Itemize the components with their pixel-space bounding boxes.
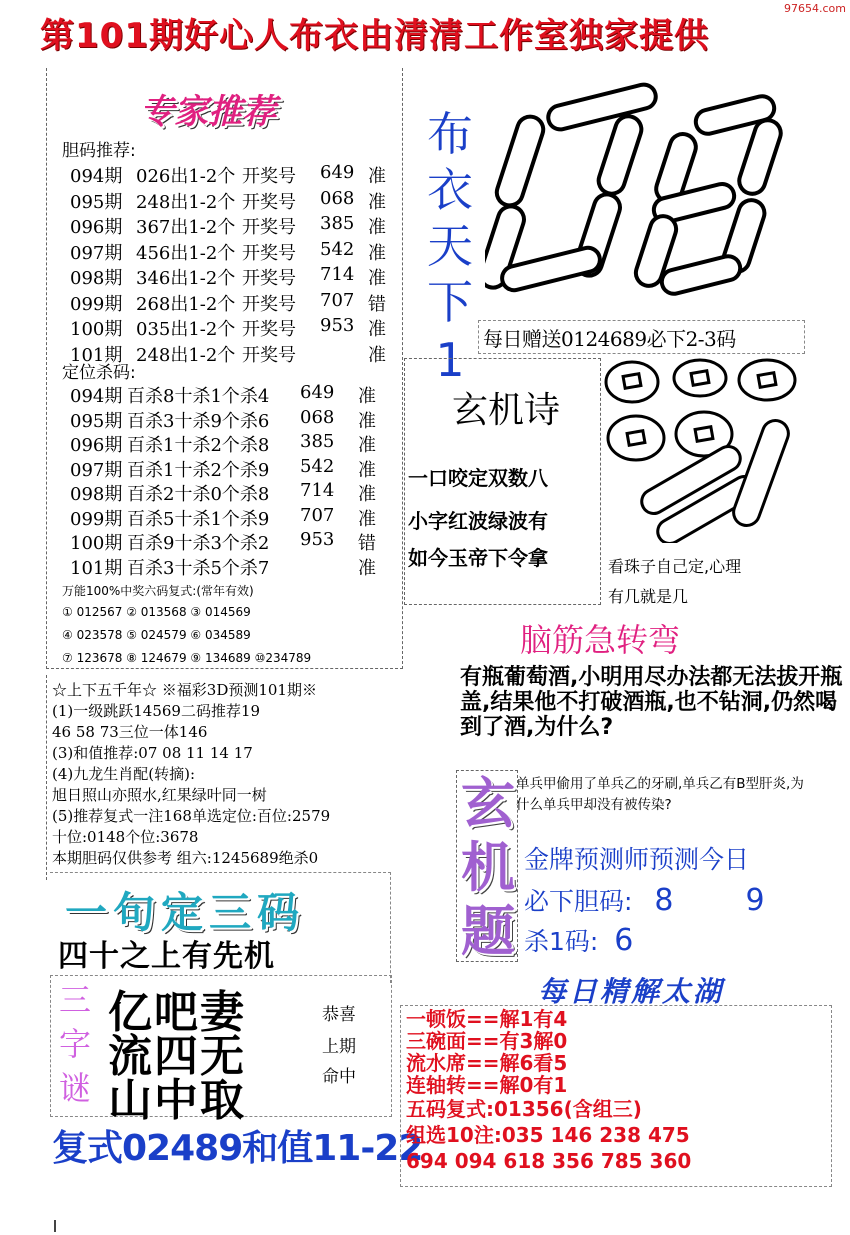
kill-res: 准: [358, 557, 376, 579]
xuanji-ti-char: 题: [461, 900, 515, 963]
dan-label: 开奖号: [242, 293, 296, 315]
dan-label: 开奖号: [242, 242, 296, 264]
kill-pick: 百杀3十杀5个杀7: [127, 557, 270, 579]
dan-period: 094期: [70, 166, 123, 187]
wanneng-row: ① 012567 ② 013568 ③ 014569: [62, 605, 251, 619]
kill-res: 准: [358, 435, 376, 456]
taihu-line: 连轴转==解0有1: [406, 1073, 568, 1097]
predict-block: [52, 680, 330, 869]
kill-res: 准: [358, 459, 376, 481]
kill-num: 385: [300, 431, 335, 452]
kill-res: 准: [358, 410, 376, 432]
dan-res: 准: [368, 242, 386, 264]
gold-kill-value: 6: [614, 923, 634, 958]
fushi-banner: 复式02489和值11-22: [52, 1128, 423, 1169]
taihu-lines: [406, 1008, 691, 1172]
dan-label: 开奖号: [242, 268, 296, 289]
dan-period: 096期: [70, 217, 123, 238]
dan-pick: 268出1-2个: [136, 293, 236, 315]
kill-period: 099期: [70, 508, 123, 530]
page-title: 第101期好心人布衣由清清工作室独家提供: [40, 16, 709, 56]
dan-label: 开奖号: [242, 191, 296, 213]
dan-res: 准: [368, 319, 386, 340]
buyi-char: 1: [435, 333, 465, 387]
gold-dan-2: 9: [745, 883, 765, 918]
buyi-char: 下: [427, 275, 473, 329]
taihu-line: 组选10注:035 146 238 475: [406, 1123, 690, 1147]
dan-pick: 346出1-2个: [136, 268, 236, 289]
coins-caption-line: 有几就是几: [608, 587, 689, 606]
kill-res: 准: [358, 508, 376, 530]
dan-res: 准: [368, 217, 386, 238]
poem-line: 如今玉帝下令拿: [408, 546, 548, 570]
kill-num: 707: [300, 504, 335, 526]
dan-pick: 026出1-2个: [136, 166, 236, 187]
dan-pick: 367出1-2个: [136, 217, 236, 238]
taihu-line: 一顿饭==解1有4: [406, 1007, 568, 1031]
kill-num: 953: [300, 529, 335, 550]
dan-label: 胆码推荐:: [62, 141, 136, 161]
dan-period: 098期: [70, 268, 123, 289]
xuanji-ti-question: 单兵甲偷用了单兵乙的牙刷,单兵乙有B型肝炎,为什么单兵甲却没有被传染?: [516, 776, 804, 813]
taihu-line: 流水席==解6看5: [406, 1051, 568, 1075]
xuanji-ti-vertical: [458, 772, 518, 964]
buyi-vertical: [424, 106, 476, 388]
xuanji-ti-char: 玄: [461, 772, 515, 835]
xuanji-ti-char: 机: [461, 836, 515, 899]
predict-line: ☆上下五千年☆ ※福彩3D预测101期※: [52, 681, 317, 699]
dan-period: 100期: [70, 319, 123, 340]
dan-num: 649: [320, 162, 355, 183]
dan-pick: 035出1-2个: [136, 319, 236, 340]
predict-line: (3)和值推荐:07 08 11 14 17: [52, 744, 253, 762]
gold-dan-1: 8: [654, 883, 674, 918]
daily-gift-box: [478, 320, 805, 354]
dan-res: 准: [368, 344, 386, 366]
kill-period: 096期: [70, 435, 123, 456]
daily-gift-text: 每日赠送0124689必下2-3码: [483, 327, 736, 351]
sanzi-label-char: 字: [58, 1025, 91, 1063]
kill-pick: 百杀3十杀9个杀6: [127, 410, 270, 432]
wanneng-row: ④ 023578 ⑤ 024579 ⑥ 034589: [62, 628, 251, 642]
gold-dan-label: 必下胆码:: [524, 887, 633, 916]
zero-eight-digit-outline-icon: [485, 75, 785, 315]
kill-period: 094期: [70, 386, 123, 407]
congrats-line: 上期: [322, 1037, 356, 1057]
congrats-line: 命中: [322, 1067, 356, 1087]
yiju-phrase: 四十之上有先机: [58, 939, 275, 974]
yiju-title: 一句定三码: [65, 888, 306, 937]
kill-period: 100期: [70, 533, 123, 554]
kill-res: 准: [358, 386, 376, 407]
predict-line: (4)九龙生肖配(转摘):: [52, 765, 196, 783]
sanzi-label: [52, 978, 98, 1110]
kill-pick: 百杀8十杀1个杀4: [127, 386, 270, 407]
dan-num: 707: [320, 289, 355, 311]
kill-pick: 百杀5十杀1个杀9: [127, 508, 270, 530]
kill-num: 068: [300, 406, 335, 428]
wanneng-label: 万能100%中奖六码复式:(常年有效): [62, 584, 254, 598]
dan-pick: 456出1-2个: [136, 242, 236, 264]
dan-period: 095期: [70, 191, 123, 213]
dan-res: 准: [368, 166, 386, 187]
dan-label: 开奖号: [242, 344, 296, 366]
dan-period: 101期: [70, 344, 123, 366]
kill-period: 098期: [70, 484, 123, 505]
wanneng-row: ⑦ 123678 ⑧ 124679 ⑨ 134689 ⑩234789: [62, 651, 312, 665]
taihu-line: 694 094 618 356 785 360: [406, 1149, 692, 1173]
brain-teaser-text: 有瓶葡萄酒,小明用尽办法都无法拔开瓶盖,结果他不打破酒瓶,也不钻洞,仍然喝到了酒,为什么?: [460, 665, 843, 740]
coins-caption-line: 看珠子自己定,心理: [608, 557, 742, 576]
dan-res: 准: [368, 268, 386, 289]
dan-label: 开奖号: [242, 166, 296, 187]
expert-heading: 专家推荐: [140, 92, 276, 132]
buyi-char: 衣: [427, 163, 473, 217]
buyi-char: 天: [427, 219, 473, 273]
kill-num: 714: [300, 480, 335, 501]
taihu-line: 三碗面==有3解0: [406, 1029, 568, 1053]
kill-pick: 百杀9十杀3个杀2: [127, 533, 270, 554]
left-frame-bottom: [46, 675, 47, 880]
predict-line: (5)推荐复式一注168单选定位:百位:2579: [52, 807, 331, 825]
kill-pick: 百杀1十杀2个杀8: [127, 435, 270, 456]
kill-pick: 百杀1十杀2个杀9: [127, 459, 270, 481]
bottom-tick: [54, 1220, 56, 1232]
dan-num: 068: [320, 187, 355, 209]
kill-pick: 百杀2十杀0个杀8: [127, 484, 270, 505]
kill-num: 649: [300, 382, 335, 403]
kill-res: 错: [358, 533, 376, 554]
sanzi-label-char: 谜: [58, 1069, 91, 1107]
sanzi-line: 亿吧妻: [108, 987, 246, 1038]
kill-period: 101期: [70, 557, 123, 579]
ancient-coin-icons: [602, 358, 802, 543]
poem-line: 一口咬定双数八: [408, 466, 548, 490]
gold-kill-row: [524, 922, 633, 958]
site-watermark: 97654.com: [784, 2, 846, 15]
gold-title: 金牌预测师预测今日: [524, 845, 750, 874]
brain-teaser-title: 脑筋急转弯: [520, 621, 681, 659]
predict-line: (1)一级跳跃14569二码推荐19: [52, 702, 261, 720]
dan-label: 开奖号: [242, 319, 296, 340]
sanzi-label-char: 三: [58, 981, 91, 1019]
predict-line: 十位:0148个位:3678: [52, 828, 199, 846]
dan-pick: 248出1-2个: [136, 191, 236, 213]
coins-caption: [608, 552, 741, 612]
gold-kill-label: 杀1码:: [524, 927, 599, 956]
kill-label: 定位杀码:: [62, 363, 136, 383]
dan-period: 097期: [70, 242, 123, 264]
predict-line: 本期胆码仅供参考 组六:1245689绝杀0: [52, 849, 319, 867]
dan-num: 542: [320, 238, 355, 260]
kill-num: 542: [300, 455, 335, 477]
predict-line: 旭日照山亦照水,红果绿叶同一树: [52, 786, 267, 804]
sanzi-line: 山中取: [108, 1075, 246, 1126]
dan-period: 099期: [70, 293, 123, 315]
dan-pick: 248出1-2个: [136, 344, 236, 366]
congrats-line: 恭喜: [322, 1005, 356, 1025]
xuanji-poem-title: 玄机诗: [452, 390, 561, 431]
kill-period: 097期: [70, 459, 123, 481]
dan-res: 错: [368, 293, 386, 315]
dan-num: 953: [320, 315, 355, 336]
gold-dan-row: [524, 882, 765, 918]
dan-num: 385: [320, 213, 355, 234]
dan-res: 准: [368, 191, 386, 213]
dan-label: 开奖号: [242, 217, 296, 238]
kill-period: 095期: [70, 410, 123, 432]
sanzi-line: 流四无: [108, 1031, 246, 1082]
dan-num: 714: [320, 264, 355, 285]
predict-line: 46 58 73三位一体146: [52, 723, 208, 741]
buyi-char: 布: [427, 107, 473, 161]
taihu-title: 每日精解太湖: [538, 975, 725, 1008]
taihu-line: 五码复式:01356(含组三): [406, 1097, 642, 1121]
poem-line: 小字红波绿波有: [408, 509, 548, 533]
kill-res: 准: [358, 484, 376, 505]
